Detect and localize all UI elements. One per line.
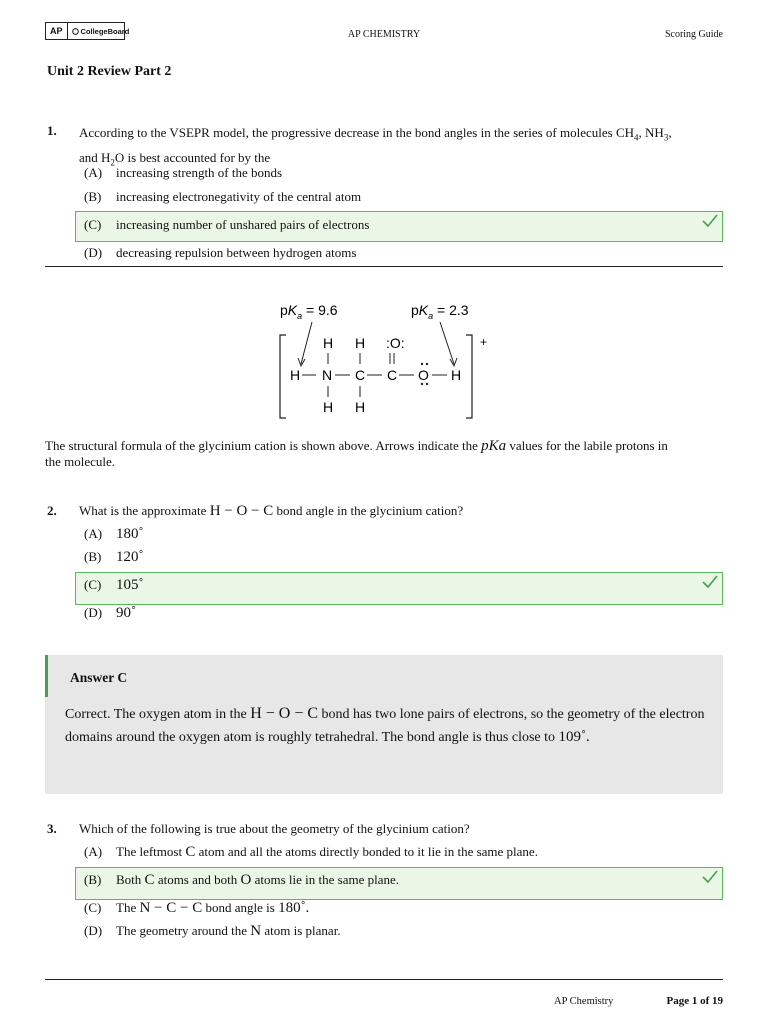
q2-option-d[interactable] <box>84 605 136 622</box>
lone-pair-dot <box>421 383 423 385</box>
atom-h: H <box>451 367 462 383</box>
pka-right-label: $pK_a = 2.3$ <box>411 302 469 321</box>
q1-line2-b: O is best accounted for by the <box>114 149 271 165</box>
q1-sub-2: 2 <box>110 157 115 168</box>
option-letter: (A) <box>84 844 103 859</box>
footer-page-number: Page 1 of 19 <box>666 995 723 1007</box>
q3-text: Which of the following is true about the geometry of the glycinium cation? <box>79 821 470 836</box>
q1-sub-3: 3 <box>663 132 669 143</box>
q1-number: 1. <box>47 123 57 138</box>
arrow-right <box>440 322 454 364</box>
caption-pka: pKa <box>481 438 507 454</box>
charge-plus: + <box>480 335 488 349</box>
atom-h: H <box>323 399 334 415</box>
option-text: increasing number of unshared pairs of electrons <box>116 217 370 232</box>
answer-body-a: Correct. The oxygen atom in the <box>65 707 247 722</box>
option-letter: (C) <box>84 900 102 915</box>
option-text: increasing electronegativity of the central atom <box>116 189 362 204</box>
caption-text-a: The structural formula of the glycinium cation is shown above. Arrows indicate the <box>45 438 478 453</box>
atom-c: C <box>387 367 398 383</box>
q3-option-d[interactable] <box>84 923 341 940</box>
q3-c-2: bond angle is <box>205 900 275 915</box>
option-text <box>116 844 538 861</box>
option-letter: (D) <box>84 245 103 260</box>
q1-line2-a: and H <box>79 149 111 165</box>
option-letter: (B) <box>84 872 102 887</box>
answer-body-c: 109˚. <box>558 729 590 745</box>
atom-h: H <box>355 335 366 351</box>
option-letter: (D) <box>84 923 103 938</box>
q3-c-math: N − C − C <box>139 900 203 916</box>
answer-body-math: H − O − C <box>250 705 319 722</box>
atom-o-carbonyl: :O: <box>386 335 405 351</box>
q1-text-b: , NH <box>638 125 664 140</box>
q3-b-1: Both <box>116 872 142 887</box>
option-text <box>116 900 309 917</box>
option-text: 90˚ <box>116 605 136 621</box>
option-text: 105˚ <box>116 577 144 593</box>
page-title: Unit 2 Review Part 2 <box>47 64 172 79</box>
q3-b-2: atoms and both <box>157 872 238 887</box>
figure-caption <box>45 438 725 470</box>
check-icon <box>702 575 718 589</box>
q2-number: 2. <box>47 503 57 518</box>
footer-divider <box>45 979 723 980</box>
atom-h: H <box>355 399 366 415</box>
q2-math: H − O − C <box>209 503 274 519</box>
arrow-left <box>301 322 312 364</box>
option-letter: (B) <box>84 189 102 204</box>
logo-cb-text: CollegeBoard <box>80 26 130 36</box>
q3-c-1: The <box>116 900 137 915</box>
lone-pair-dot <box>426 383 428 385</box>
caption-text-b: values for the labile protons in <box>509 438 668 453</box>
option-letter: (D) <box>84 605 103 620</box>
option-text: 120˚ <box>116 549 144 565</box>
q2-text-b: bond angle in the glycinium cation? <box>276 503 464 518</box>
q1-option-b[interactable] <box>84 189 361 205</box>
q2-option-a[interactable] <box>84 526 144 543</box>
atom-n: N <box>322 367 333 383</box>
q3-d-1: The geometry around the <box>116 923 248 938</box>
answer-accent-bar <box>45 655 48 697</box>
q2-text-a: What is the approximate <box>79 503 207 518</box>
q2-correct-highlight <box>75 572 723 605</box>
q1-option-a[interactable] <box>84 165 282 181</box>
option-letter: (A) <box>84 165 103 180</box>
q1-option-c[interactable] <box>84 217 369 233</box>
pka-left-label: $pK_a = 9.6$ <box>280 302 338 321</box>
q1-sub-4: 4 <box>634 132 639 143</box>
answer-body-b: bond has two lone pairs of electrons, so the geometry of the electron domains around the oxygen atom is roughly tetrahedral. The bond angle is thus close to <box>65 707 705 745</box>
caption-text-c: the molecule. <box>45 454 116 469</box>
q2-option-c[interactable] <box>84 577 144 594</box>
option-letter: (A) <box>84 526 103 541</box>
q3-c-math2: 180˚. <box>278 900 310 916</box>
q3-a-1: The leftmost <box>116 844 183 859</box>
q3-b-math1: C <box>144 872 155 888</box>
option-text: decreasing repulsion between hydrogen atoms <box>116 245 357 260</box>
bracket-left <box>280 335 286 418</box>
atom-c: C <box>355 367 366 383</box>
section-divider <box>45 266 723 267</box>
q3-d-math: N <box>250 923 262 939</box>
check-icon <box>702 870 718 884</box>
q1-text-a: According to the VSEPR model, the progressive decrease in the bond angles in the series of molecules CH <box>79 125 635 140</box>
q3-option-a[interactable] <box>84 844 538 861</box>
option-letter: (C) <box>84 577 102 592</box>
option-text: increasing strength of the bonds <box>116 165 283 180</box>
q3-d-2: atom is planar. <box>264 923 341 938</box>
q3-option-b[interactable] <box>84 872 399 889</box>
lone-pair-dot <box>421 363 423 365</box>
q3-a-math: C <box>185 844 196 860</box>
footer-subject: AP Chemistry <box>554 996 614 1007</box>
check-icon <box>702 214 718 228</box>
q2-text <box>79 501 463 521</box>
answer-title: Answer C <box>70 670 128 685</box>
q3-b-math2: O <box>240 872 252 888</box>
q1-text-c: , <box>668 125 672 140</box>
q2-option-b[interactable] <box>84 549 144 566</box>
header-subject: AP CHEMISTRY <box>347 29 421 40</box>
option-text: 180˚ <box>116 526 144 542</box>
logo-ap: AP <box>46 23 68 39</box>
option-text <box>116 872 399 889</box>
option-letter: (C) <box>84 217 102 232</box>
atom-h: H <box>290 367 301 383</box>
header-scoring-guide: Scoring Guide <box>664 29 723 40</box>
q3-a-2: atom and all the atoms directly bonded to it lie in the same plane. <box>198 844 538 859</box>
q3-number: 3. <box>47 821 57 836</box>
q3-option-c[interactable] <box>84 900 309 917</box>
option-text <box>116 923 341 940</box>
lone-pair-dot <box>426 363 428 365</box>
answer-body <box>65 702 715 749</box>
glycinium-structure-figure <box>270 298 500 423</box>
atom-h: H <box>323 335 334 351</box>
option-letter: (B) <box>84 549 102 564</box>
q1-option-d[interactable] <box>84 245 356 261</box>
atom-o-hydroxyl: O <box>418 367 429 383</box>
answer-explanation-panel <box>45 655 723 794</box>
bracket-right <box>466 335 472 418</box>
q3-b-3: atoms lie in the same plane. <box>254 872 399 887</box>
